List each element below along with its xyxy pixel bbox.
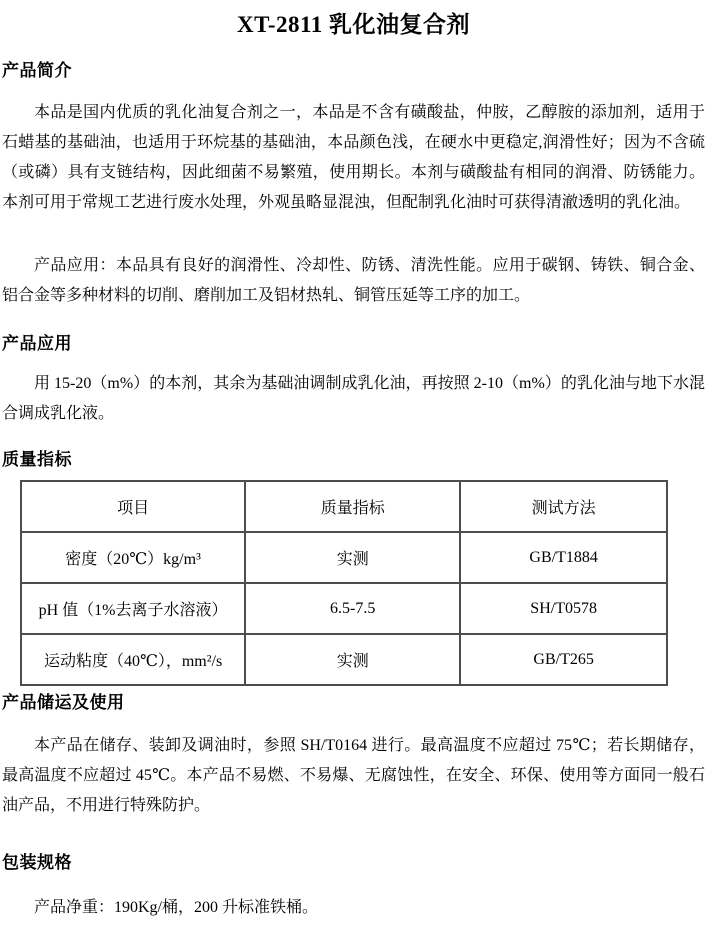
table-header-quality-index: 质量指标 — [245, 481, 460, 532]
section-heading-storage-use: 产品储运及使用 — [2, 693, 125, 712]
table-header-test-method: 测试方法 — [460, 481, 667, 532]
packaging-paragraph: 产品净重：190Kg/桶，200 升标准铁桶。 — [34, 899, 319, 916]
table-row-ph — [21, 583, 667, 634]
product-intro-paragraph: 本品是国内优质的乳化油复合剂之一，本品是不含有磺酸盐，仲胺，乙醇胺的添加剂，适用于石蜡基的基础油，也适用于环烷基的基础油，本品颜色浅，在硬水中更稳定,润滑性好；因为不含硫（或磷）具有支链结构，因此细菌不易繁殖，使用期长。本剂与磺酸盐有相同的润滑、防锈能力。本剂可用于常规工艺进行废水处理，外观虽略显混浊，但配制乳化油时可获得清澈透明的乳化油。 — [2, 104, 705, 211]
product-intro-application-paragraph: 产品应用：本品具有良好的润滑性、冷却性、防锈、清洗性能。应用于碳钢、铸铁、铜合金、铝合金等多种材料的切削、磨削加工及铝材热轧、铜管压延等工序的加工。 — [2, 257, 705, 304]
table-header-item: 项目 — [21, 481, 245, 532]
table-cell-density-method: GB/T1884 — [460, 532, 667, 583]
section-heading-product-intro: 产品简介 — [2, 61, 72, 80]
table-header-row — [21, 481, 667, 532]
table-cell-density-value: 实测 — [245, 532, 460, 583]
table-row-viscosity — [21, 634, 667, 685]
storage-use-paragraph: 本产品在储存、装卸及调油时，参照 SH/T0164 进行。最高温度不应超过 75℃；若长期储存，最高温度不应超过 45℃。本产品不易燃、不易爆、无腐蚀性，在安全、环保、使用等方面同一般石油产品，不用进行特殊防护。 — [2, 737, 705, 814]
table-row-density — [21, 532, 667, 583]
product-application-paragraph: 用 15-20（m%）的本剂，其余为基础油调制成乳化油，再按照 2-10（m%）的乳化油与地下水混合调成乳化液。 — [2, 375, 705, 422]
table-cell-viscosity-method: GB/T265 — [460, 634, 667, 685]
section-heading-packaging: 包装规格 — [2, 853, 72, 872]
table-cell-viscosity-item: 运动粘度（40℃），mm²/s — [21, 634, 245, 685]
quality-spec-table — [20, 480, 668, 686]
table-cell-ph-method: SH/T0578 — [460, 583, 667, 634]
table-cell-density-item: 密度（20℃）kg/m³ — [21, 532, 245, 583]
section-heading-quality-index: 质量指标 — [2, 450, 72, 469]
table-cell-ph-item: pH 值（1%去离子水溶液） — [21, 583, 245, 634]
section-heading-product-application: 产品应用 — [2, 334, 72, 353]
table-cell-ph-value: 6.5-7.5 — [245, 583, 460, 634]
table-cell-viscosity-value: 实测 — [245, 634, 460, 685]
document-title: XT-2811 乳化油复合剂 — [237, 12, 470, 37]
